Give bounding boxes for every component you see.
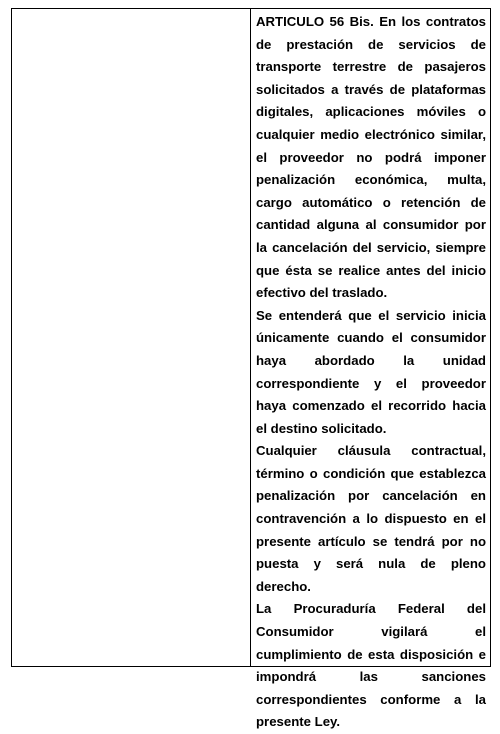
article-paragraph-4: La Procuraduría Federal del Consumidor vigilará el cumplimiento de esta disposición e impondrá las sanciones correspondientes conforme a la presente Ley. — [256, 601, 486, 730]
article-paragraph-2: Se entenderá que el servicio inicia únicamente cuando el consumidor haya abordado la unidad correspondiente y el proveedor haya comenzado el recorrido hacia el destino solicitado. — [256, 307, 486, 436]
table-left-column — [12, 9, 251, 666]
article-paragraph-3: Cualquier cláusula contractual, término o condición que establezca penalización por cancelación en contravención a lo dispuesto en el presente artículo se tendrá por no puesta y será nula de pleno derecho. — [256, 443, 486, 594]
table-right-column — [251, 9, 490, 730]
article-paragraph-1: ARTICULO 56 Bis. En los contratos de prestación de servicios de transporte terrestre de pasajeros solicitados a través de plataformas digitales, aplicaciones móviles o cualquier medio electrónico similar, el proveedor no podrá imponer penalización económica, multa, cargo automático o retención de cantidad alguna al consumidor por la cancelación del servicio, siempre que ésta se realice antes del inicio efectivo del traslado. — [256, 14, 486, 301]
comparison-table — [11, 8, 491, 730]
